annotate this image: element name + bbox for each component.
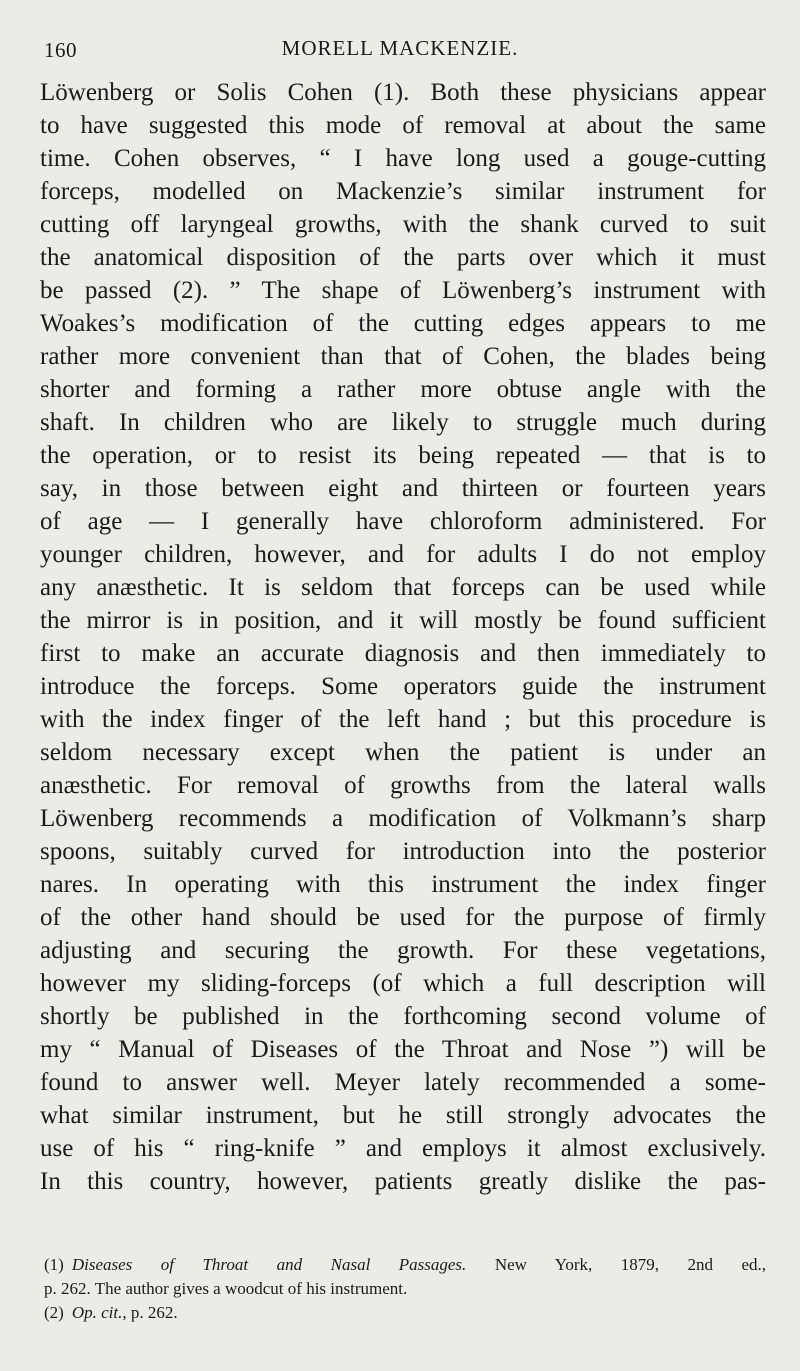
text-line: with the index finger of the left hand ; but this procedure is xyxy=(40,706,766,733)
text-line: rather more convenient than that of Cohen, the blades being xyxy=(40,343,766,370)
footnote-1-title: Diseases of Throat and Nasal Passages. xyxy=(71,1255,467,1274)
text-line: any anæsthetic. It is seldom that forceps can be used while xyxy=(40,574,766,601)
text-line: adjusting and securing the growth. For these vegetations, xyxy=(40,937,766,964)
footnote-2-ref: (2) xyxy=(44,1303,64,1322)
text-line: of age — I generally have chloroform administered. For xyxy=(40,508,766,535)
text-line: shaft. In children who are likely to struggle much during xyxy=(40,409,766,436)
running-head xyxy=(40,34,760,64)
text-line: of the other hand should be used for the purpose of firmly xyxy=(40,904,766,931)
text-line: shorter and forming a rather more obtuse angle with the xyxy=(40,376,766,403)
text-line: Löwenberg or Solis Cohen (1). Both these physicians appear xyxy=(40,79,766,106)
text-line: introduce the forceps. Some operators guide the instrument xyxy=(40,673,766,700)
text-line: the operation, or to resist its being repeated — that is to xyxy=(40,442,766,469)
text-line: anæsthetic. For removal of growths from the lateral walls xyxy=(40,772,766,799)
text-line: time. Cohen observes, “ I have long used a gouge-cutting xyxy=(40,145,766,172)
text-line: say, in those between eight and thirteen or fourteen years xyxy=(40,475,766,502)
footnote-2-page: p. 262. xyxy=(130,1303,178,1322)
footnote-1-publication: New York, 1879, 2nd ed., xyxy=(494,1255,767,1274)
text-line: be passed (2). ” The shape of Löwenberg’s instrument with xyxy=(40,277,766,304)
footnote-2-title: Op. cit., xyxy=(71,1303,127,1322)
text-line: the mirror is in position, and it will mostly be found sufficient xyxy=(40,607,766,634)
body-paragraph xyxy=(40,76,766,1198)
text-line: my “ Manual of Diseases of the Throat and Nose ”) will be xyxy=(40,1036,766,1063)
footnote-1 xyxy=(44,1253,766,1277)
footnote-1-continuation: p. 262. The author gives a woodcut of his instrument. xyxy=(44,1279,408,1298)
text-line: first to make an accurate diagnosis and then immediately to xyxy=(40,640,766,667)
text-line: found to answer well. Meyer lately recommended a some- xyxy=(40,1069,766,1096)
text-line: younger children, however, and for adults I do not employ xyxy=(40,541,766,568)
text-line: nares. In operating with this instrument the index finger xyxy=(40,871,766,898)
text-line: use of his “ ring-knife ” and employs it almost exclusively. xyxy=(40,1135,766,1162)
text-line: to have suggested this mode of removal at about the same xyxy=(40,112,766,139)
text-line: shortly be published in the forthcoming second volume of xyxy=(40,1003,766,1030)
text-line: Woakes’s modification of the cutting edges appears to me xyxy=(40,310,766,337)
text-line: forceps, modelled on Mackenzie’s similar instrument for xyxy=(40,178,766,205)
text-line: the anatomical disposition of the parts over which it must xyxy=(40,244,766,271)
footnotes xyxy=(44,1253,766,1325)
footnote-1-ref: (1) xyxy=(44,1255,64,1274)
text-line: cutting off laryngeal growths, with the shank curved to suit xyxy=(40,211,766,238)
page-number: 160 xyxy=(44,38,77,62)
text-line: spoons, suitably curved for introduction into the posterior xyxy=(40,838,766,865)
text-line: however my sliding-forceps (of which a full description will xyxy=(40,970,766,997)
text-line: what similar instrument, but he still strongly advocates the xyxy=(40,1102,766,1129)
text-line: Löwenberg recommends a modification of Volkmann’s sharp xyxy=(40,805,766,832)
text-line: In this country, however, patients greatly dislike the pas- xyxy=(40,1168,766,1195)
text-line: seldom necessary except when the patient is under an xyxy=(40,739,766,766)
footnote-2 xyxy=(44,1301,766,1325)
running-title: MORELL MACKENZIE. xyxy=(281,36,519,60)
